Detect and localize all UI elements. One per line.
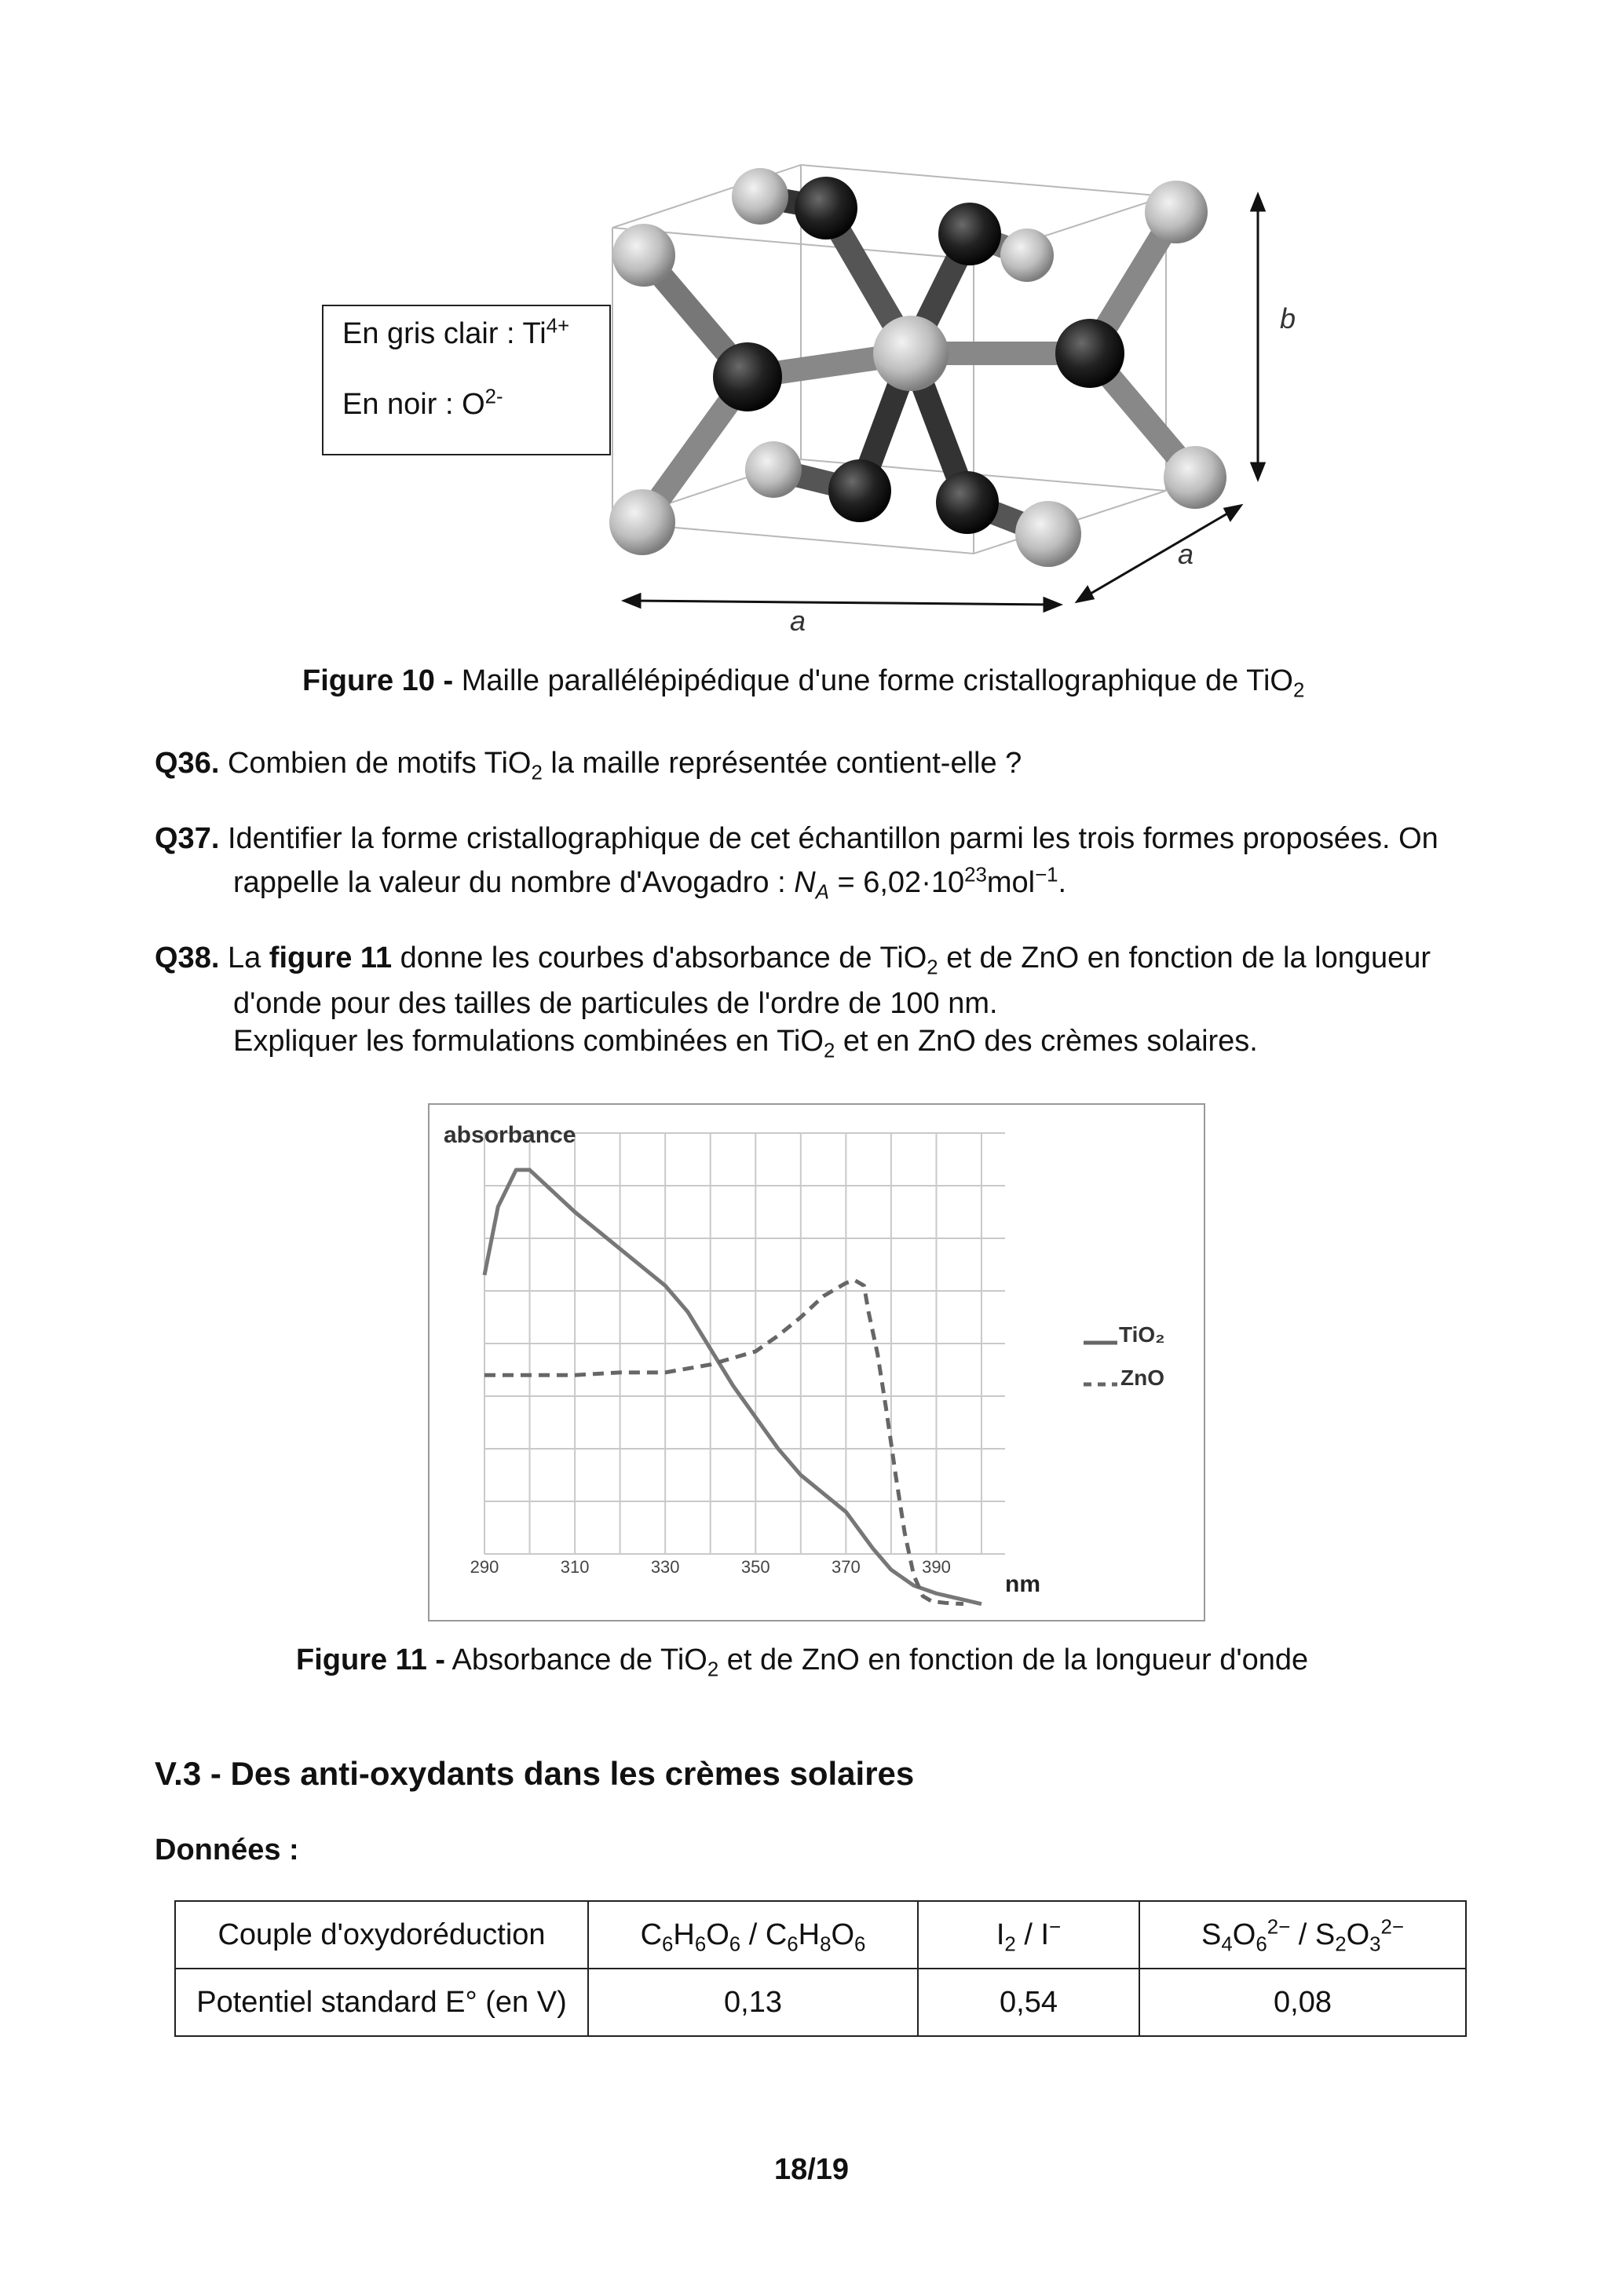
question-q38-line3: Expliquer les formulations combinées en TiO$_2$ et en ZnO des crèmes solaires.: [233, 1025, 1258, 1062]
redox-table: [174, 1900, 1467, 2037]
o-atom: [938, 203, 1001, 265]
dim-a-bottom-label: a: [790, 605, 806, 637]
value-3: 0,08: [1139, 1969, 1466, 2036]
legend-ti: En gris clair : $Ti^{4+}$: [342, 315, 570, 350]
x-tick-label: 290: [470, 1557, 499, 1577]
o-atom: [713, 342, 782, 411]
question-q38-line2: d'onde pour des tailles de particules de l'ordre de 100 nm.: [233, 987, 998, 1020]
o-atom: [1055, 319, 1124, 388]
ti-atom-center: [873, 316, 949, 391]
legend-tio2-label: TiO₂: [1119, 1322, 1165, 1347]
x-tick-label: 310: [560, 1557, 590, 1577]
question-q37-line2: rappelle la valeur du nombre d'Avogadro : $N_A = 6,02\cdot 10^{23}mol^{-1}$.: [233, 864, 1067, 904]
section-title: V.3 - Des anti-oxydants dans les crèmes solaires: [155, 1755, 915, 1792]
ti-atom: [612, 224, 675, 287]
o-atom: [936, 471, 999, 534]
ti-atom: [1145, 181, 1208, 243]
data-label: Données :: [155, 1834, 299, 1866]
table-row: [175, 1901, 1466, 1969]
atoms: [609, 168, 1226, 567]
chart-frame: [429, 1104, 1204, 1621]
page-number: 18/19: [773, 2153, 850, 2186]
x-tick-label: 370: [832, 1557, 861, 1577]
couple-2: $I_2 / I^-$: [918, 1901, 1139, 1969]
couple-3: $S_4O_6^{2-} / S_2O_3^{2-}$: [1139, 1901, 1466, 1969]
dim-b-label: b: [1280, 302, 1296, 335]
dim-a-side-label: a: [1178, 538, 1194, 570]
couple-1: $C_6H_6O_6 / C_6H_8O_6$: [588, 1901, 918, 1969]
question-q37: Q37. Identifier la forme cristallographique de cet échantillon parmi les trois formes proposées. On: [155, 822, 1438, 855]
x-tick-label: 390: [922, 1557, 951, 1577]
ti-atom: [732, 168, 788, 225]
figure10-caption: Figure 10 - Maille parallélépipédique d'une forme cristallographique de TiO$_2$: [302, 664, 1305, 702]
value-2: 0,54: [918, 1969, 1139, 2036]
chart-ylabel: absorbance: [444, 1122, 576, 1148]
figure11-caption: Figure 11 - Absorbance de TiO$_2$ et de ZnO en fonction de la longueur d'onde: [296, 1643, 1309, 1681]
value-1: 0,13: [588, 1969, 918, 2036]
x-tick-label: 330: [650, 1557, 680, 1577]
table-row: [175, 1969, 1466, 2036]
question-q36: Q36. Combien de motifs TiO$_2$ la maille représentée contient-elle ?: [155, 747, 1022, 784]
o-atom: [828, 459, 891, 522]
crystal-lattice-figure: [605, 141, 1311, 644]
ti-atom: [1015, 501, 1081, 567]
o-atom: [795, 177, 857, 239]
row2-label: Potentiel standard E° (en V): [175, 1969, 588, 2036]
ti-atom: [609, 489, 675, 555]
ti-atom: [1164, 446, 1226, 509]
ti-atom: [1000, 229, 1054, 282]
row1-label: Couple d'oxydoréduction: [175, 1901, 588, 1969]
chart-xlabel: nm: [1005, 1571, 1040, 1597]
ti-atom: [745, 441, 802, 498]
legend-o: En noir : $O^{2-}$: [342, 386, 503, 421]
question-q38: Q38. La figure 11 donne les courbes d'absorbance de TiO$_2$ et de ZnO en fonction de la longueur: [155, 941, 1431, 979]
legend-zno-label: ZnO: [1120, 1366, 1164, 1390]
absorbance-chart: [428, 1103, 1205, 1621]
x-tick-label: 350: [740, 1557, 770, 1577]
